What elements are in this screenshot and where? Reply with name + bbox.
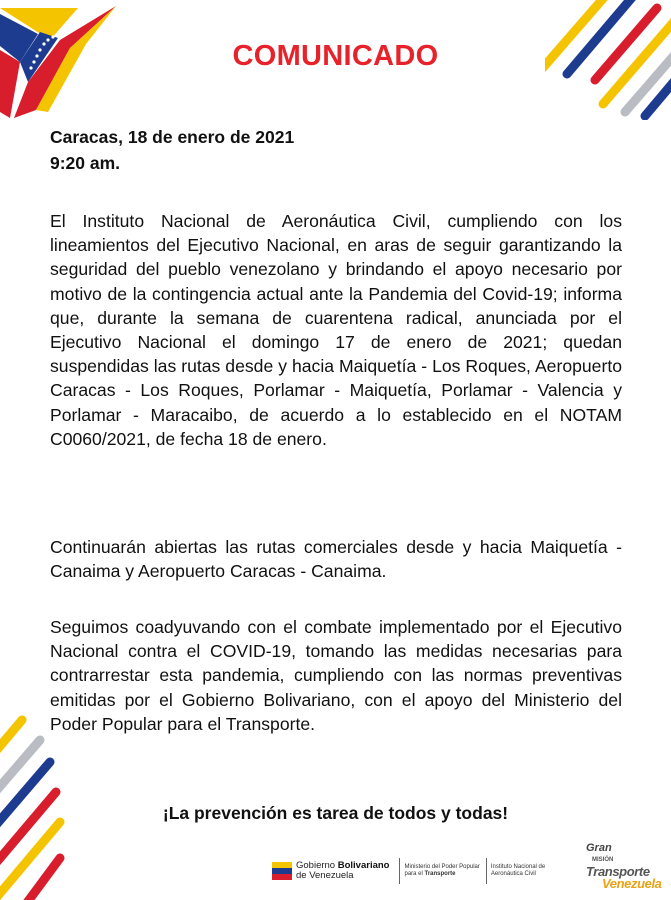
footer-divider [486,858,487,884]
paragraph-main: El Instituto Nacional de Aeronáutica Civil, cumpliendo con los lineamientos del Ejecutivo Nacional, en aras de seguir garantizando la seguridad del pueblo venezolano y brindando el apoyo necesario por motivo de la contingencia actual ante la Pandemia del Covid-19; informa que, durante la semana de cuarentena radical, anunciada por el Ejecutivo Nacional el domingo 17 de enero de 2021; quedan suspendidas las rutas desde y hacia Maiquetía - Los Roques, Aeropuerto Caracas - Los Roques, Porlamar - Maiquetía, Porlamar - Valencia y Porlamar - Maracaibo, de acuerdo a lo establecido en el NOTAM C0060/2021, de fecha 18 de enero. [50,211,622,449]
date-line: Caracas, 18 de enero de 2021 [50,127,295,147]
time-line: 9:20 am. [50,153,121,173]
footer-logos [272,855,547,887]
gran-mision-logo: Gran MISIÓN Transporte Venezuela [586,842,662,891]
inac-text: Instituto Nacional de Aeronáutica Civil [490,864,546,877]
paragraph-closing-statement: Seguimos coadyuvando con el combate implementado por el Ejecutivo Nacional contra el COVID-19, tomando las medidas necesarias para contrarrestar esta pandemia, cumpliendo con las normas preventivas emitidas por el Gobierno Bolivariano, con el apoyo del Ministerio del Poder Popular para el Transporte. [50,617,622,734]
gobierno-logo-text: Gobierno Bolivariano de Venezuela [296,860,390,881]
venezuela-flag-icon [272,862,292,880]
paragraph-open-routes: Continuarán abiertas las rutas comerciales desde y hacia Maiquetía - Canaima y Aeropuerto Caracas - Canaima. [50,537,622,582]
document-title: COMUNICADO [232,40,439,72]
footer-divider [399,858,400,884]
ministry-text: Ministerio del Poder Popular para el Transporte [404,864,480,877]
closing-slogan: ¡La prevención es tarea de todos y todas! [162,803,509,823]
